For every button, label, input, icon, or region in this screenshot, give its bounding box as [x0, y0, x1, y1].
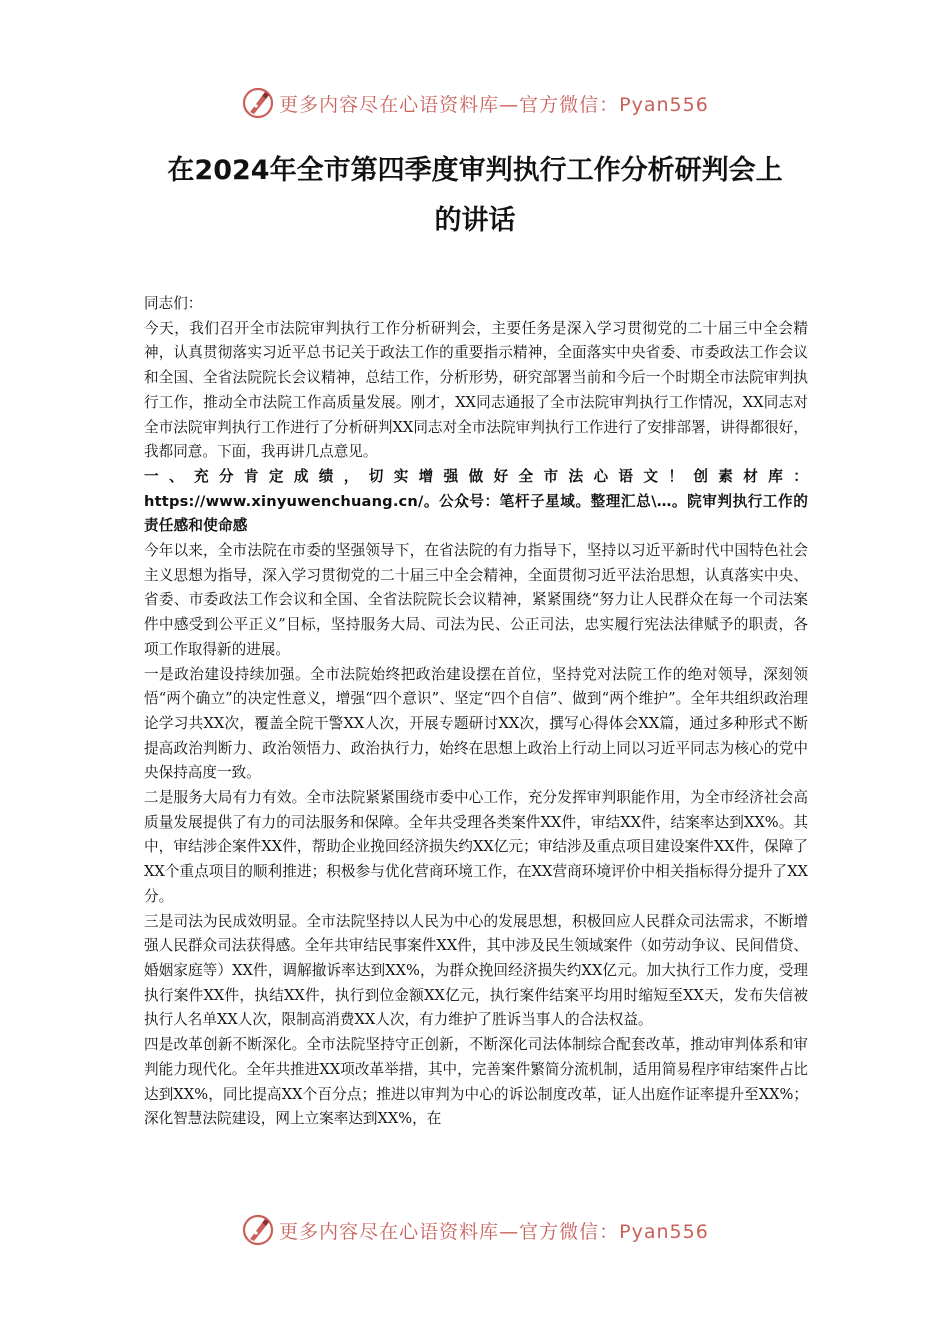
- pen-nib-logo-icon: [241, 86, 275, 120]
- title-line-2: 的讲话: [434, 205, 516, 236]
- paragraph-reform-innovation: 四是改革创新不断深化。全市法院坚持守正创新，不断深化司法体制综合配套改革，推动审判体系和审判能力现代化。全年共推进XX项改革举措，其中，完善案件繁简分流机制，适用简易程序审结案件占比达到XX%，同比提高XX个百分点；推进以审判为中心的诉讼制度改革，证人出庭作证率提升至XX%；深化智慧法院建设，网上立案率达到XX%，在: [144, 1036, 808, 1128]
- header-watermark-banner: [0, 83, 950, 123]
- document-body: [144, 292, 808, 1132]
- intro-paragraph: 今天，我们召开全市法院审判执行工作分析研判会，主要任务是深入学习贯彻党的二十届三中全会精神，认真贯彻落实习近平总书记关于政法工作的重要指示精神，全面落实中央省委、市委政法工作会议和全国、全省法院院长会议精神，总结工作，分析形势，研究部署当前和今后一个时期全市法院审判执行工作，推动全市法院工作高质量发展。刚才，XX同志通报了全市法院审判执行工作情况，XX同志对全市法院审判执行工作进行了分析研判XX同志对全市法院审判执行工作进行了安排部署，讲得都很好，我都同意。下面，我再讲几点意见。: [144, 319, 808, 461]
- footer-watermark-banner: [0, 1210, 950, 1250]
- salutation: 同志们：: [144, 295, 203, 312]
- section-heading-1: 一、充分肯定成绩，切实增强做好全市法心语文！创素材库：https://www.xinyuwenchuang.cn/。公众号：笔杆子星域。整理汇总\…。院审判执行工作的责任感和使命感: [144, 467, 808, 535]
- paragraph-justice-for-people: 三是司法为民成效明显。全市法院坚持以人民为中心的发展思想，积极回应人民群众司法需求，不断增强人民群众司法获得感。全年共审结民事案件XX件，其中涉及民生领域案件（如劳动争议、民间借贷、婚姻家庭等）XX件，调解撤诉率达到XX%，为群众挽回经济损失约XX亿元。加大执行工作力度，受理执行案件XX件，执结XX件，执行到位金额XX亿元，执行案件结案平均用时缩短至XX天，发布失信被执行人名单XX人次，限制高消费XX人次，有力维护了胜诉当事人的合法权益。: [144, 912, 808, 1029]
- paragraph-political-building: 一是政治建设持续加强。全市法院始终把政治建设摆在首位，坚持党对法院工作的绝对领导，深刻领悟“两个确立”的决定性意义，增强“四个意识”、坚定“四个自信”、做到“两个维护”。全年共组织政治理论学习共XX次，覆盖全院干警XX人次，开展专题研讨XX次，撰写心得体会XX篇，通过多种形式不断提高政治判断力、政治领悟力、政治执行力，始终在思想上政治上行动上同以习近平同志为核心的党中央保持高度一致。: [144, 665, 808, 782]
- title-line-1: 在2024年全市第四季度审判执行工作分析研判会上: [167, 155, 783, 186]
- paragraph-serving-overall: 二是服务大局有力有效。全市法院紧紧围绕市委中心工作，充分发挥审判职能作用，为全市经济社会高质量发展提供了有力的司法服务和保障。全年共受理各类案件XX件，审结XX件，结案率达到XX%。其中，审结涉企案件XX件，帮助企业挽回经济损失约XX亿元；审结涉及重点项目建设案件XX件，保障了XX个重点项目的顺利推进；积极参与优化营商环境工作，在XX营商环境评价中相关指标得分提升了XX分。: [144, 789, 808, 905]
- watermark-text: 更多内容尽在心语资料库—官方微信：Pyan556: [279, 1220, 709, 1243]
- pen-nib-logo-icon: [241, 1213, 275, 1247]
- document-title: [120, 146, 830, 246]
- paragraph-overview: 今年以来，全市法院在市委的坚强领导下，在省法院的有力指导下，坚持以习近平新时代中国特色社会主义思想为指导，深入学习贯彻党的二十届三中全会精神，全面贯彻习近平法治思想，认真落实中央、省委、市委政法工作会议和全国、全省法院院长会议精神，紧紧围绕“努力让人民群众在每一个司法案件中感受到公平正义”目标，坚持服务大局、司法为民、公正司法，忠实履行宪法法律赋予的职责，各项工作取得新的进展。: [144, 542, 808, 658]
- watermark-text: 更多内容尽在心语资料库—官方微信：Pyan556: [279, 93, 709, 116]
